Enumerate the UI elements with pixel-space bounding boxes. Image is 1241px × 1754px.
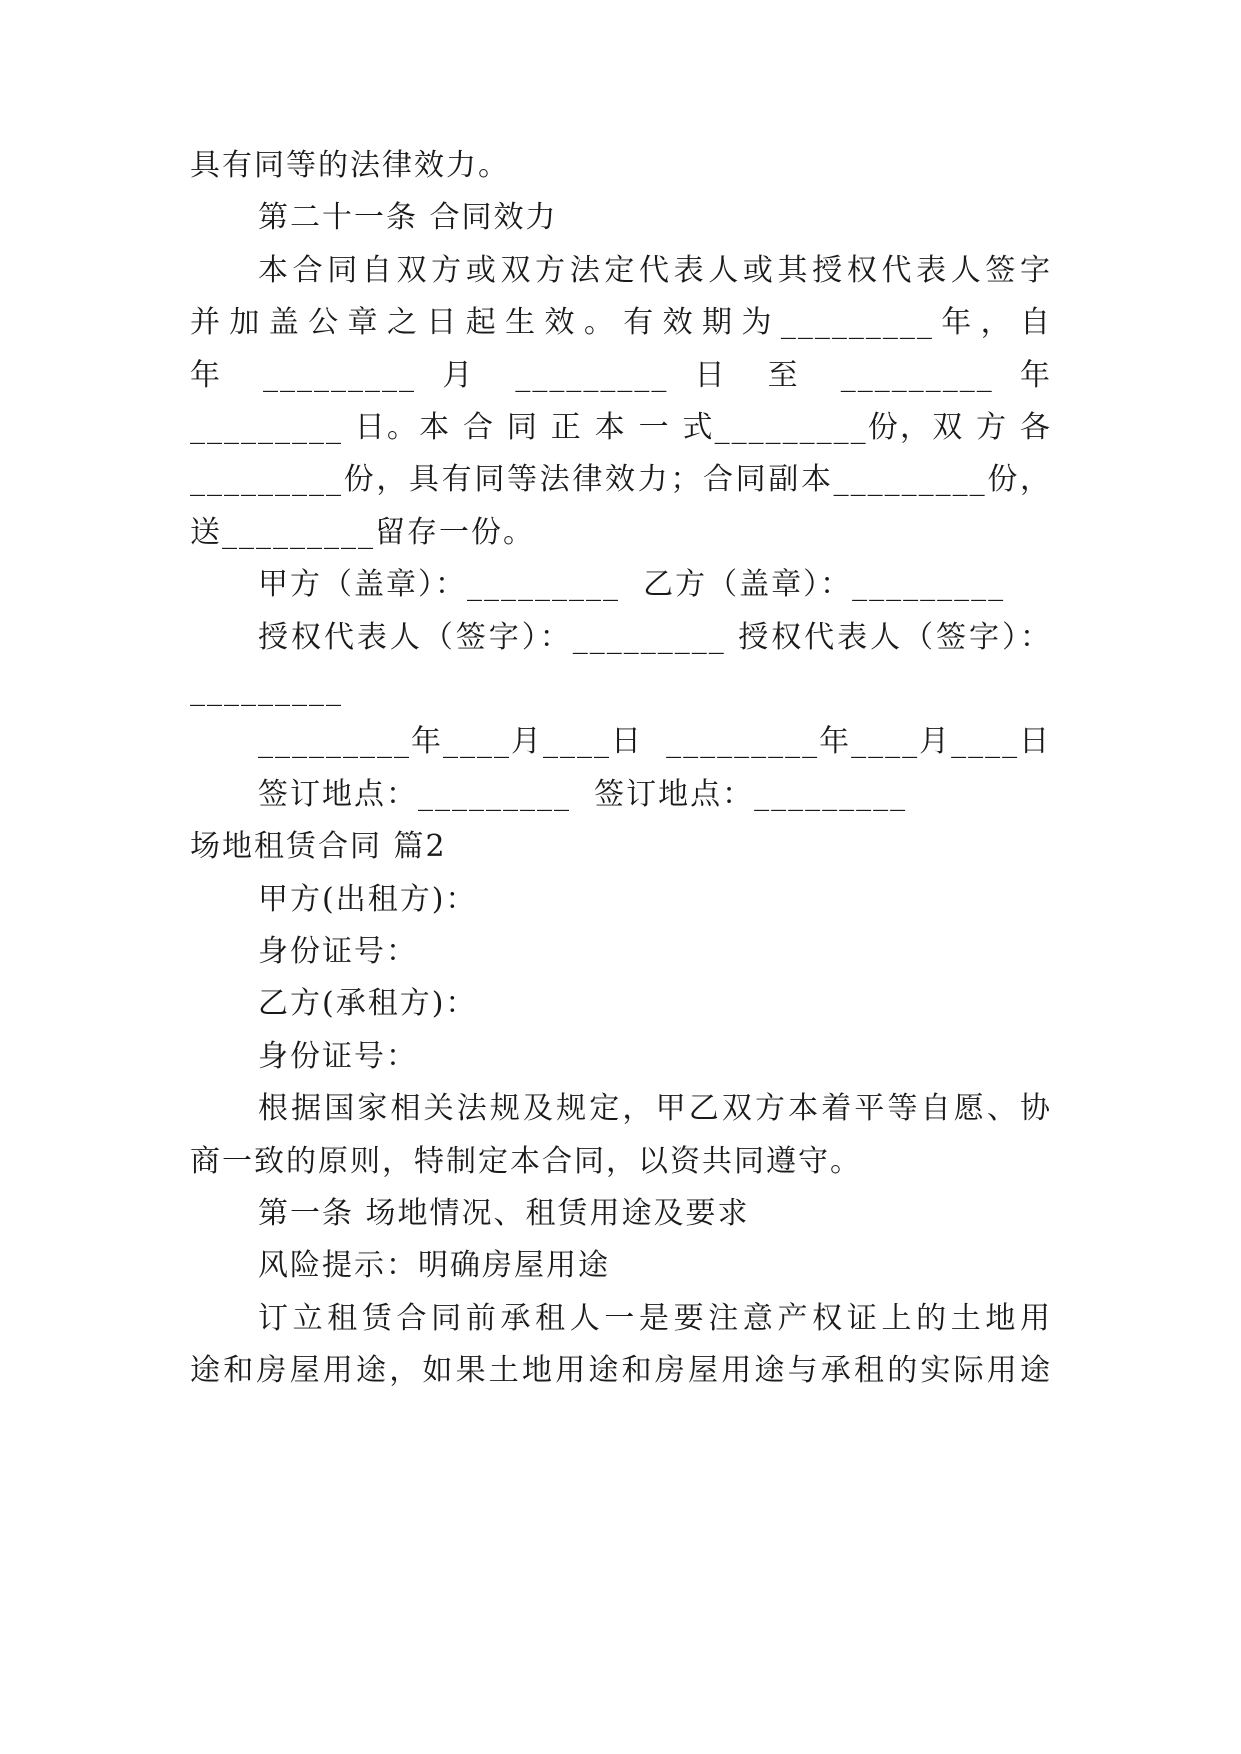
text-line: 订立租赁合同前承租人一是要注意产权证上的土地用 xyxy=(258,1301,1052,1336)
text-line: 途和房屋用途，如果土地用途和房屋用途与承租的实际用途 xyxy=(190,1353,1052,1388)
place-line: 签订地点：_________ 签订地点：_________ xyxy=(258,777,908,812)
text-line: _________份，具有同等法律效力；合同副本_________份， xyxy=(190,462,1052,497)
signature-blank: _________ xyxy=(190,672,343,707)
text-line: 具有同等的法律效力。 xyxy=(190,148,510,183)
id-line: 身份证号： xyxy=(258,1039,418,1074)
text-line: 年 _________ 月 _________ 日 至 _________ 年 xyxy=(190,358,1052,393)
party-line: 乙方(承租方)： xyxy=(258,986,478,1021)
id-line: 身份证号： xyxy=(258,934,418,969)
section-heading: 第二十一条 合同效力 xyxy=(258,200,558,235)
date-line: _________年____月____日 _________年____月____日 xyxy=(258,724,1052,759)
text-line: 并加盖公章之日起生效。有效期为_________年，自 xyxy=(190,305,1052,340)
signature-line: 甲方（盖章）：_________ 乙方（盖章）：_________ xyxy=(258,567,1006,602)
text-line: _________ 日。本 合 同 正 本 一 式_________份，双 方 各 xyxy=(190,410,1052,445)
risk-note: 风险提示：明确房屋用途 xyxy=(258,1248,610,1283)
section-title: 场地租赁合同 篇2 xyxy=(190,829,447,864)
text-line: 送_________留存一份。 xyxy=(190,515,535,550)
signature-line: 授权代表人（签字）：_________ 授权代表人（签字）： xyxy=(258,620,1052,655)
text-line: 商一致的原则，特制定本合同，以资共同遵守。 xyxy=(190,1144,862,1179)
party-line: 甲方(出租方)： xyxy=(258,882,478,917)
section-heading: 第一条 场地情况、租赁用途及要求 xyxy=(258,1196,750,1231)
text-line: 根据国家相关法规及规定，甲乙双方本着平等自愿、协 xyxy=(258,1091,1052,1126)
text-line: 本合同自双方或双方法定代表人或其授权代表人签字 xyxy=(258,253,1052,288)
